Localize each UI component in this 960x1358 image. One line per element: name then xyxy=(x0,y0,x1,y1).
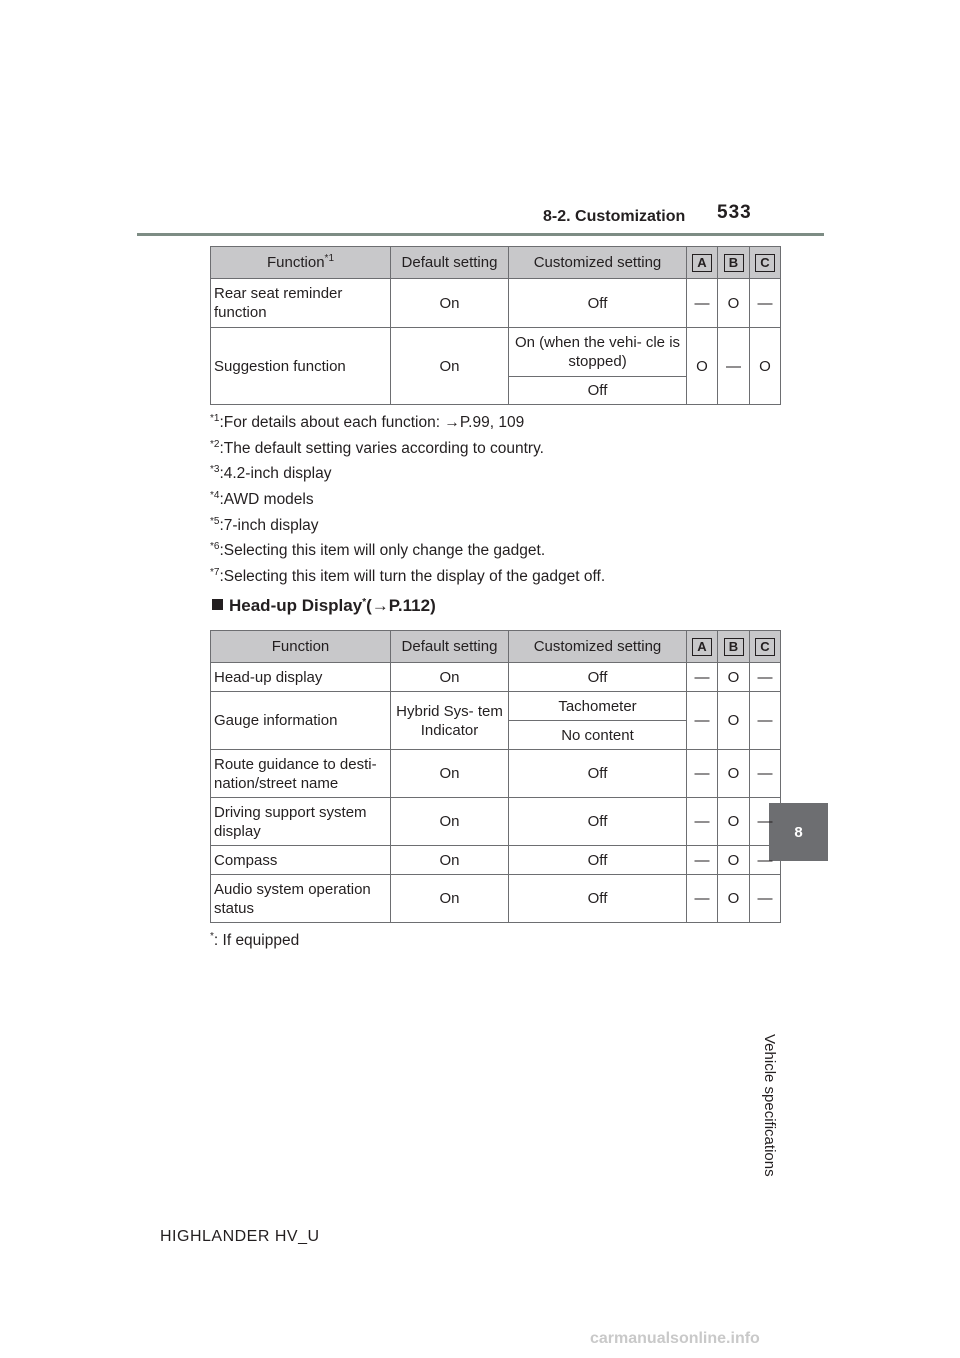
square-bullet-icon xyxy=(212,599,223,610)
chapter-label: Vehicle specifications xyxy=(761,1034,778,1177)
chapter-number: 8 xyxy=(794,823,803,841)
cell-customized: Off xyxy=(509,279,687,328)
cell-a: — xyxy=(687,663,718,692)
column-header-default: Default setting xyxy=(391,631,509,663)
column-header-function: Function xyxy=(211,631,391,663)
footnote: $^{*1}$:For details about each function: →P.99, 109 xyxy=(210,413,525,431)
column-header-default: Default setting xyxy=(391,247,509,279)
column-header-function: Function$^{*1}$ xyxy=(211,247,391,279)
table-row xyxy=(211,798,781,846)
cell-function: Gauge information xyxy=(211,692,391,750)
page-reference-link[interactable]: (→P.112) xyxy=(366,596,436,615)
cell-customized: No content xyxy=(509,721,687,750)
cell-a: — xyxy=(687,750,718,798)
footnote: $^{*3}$:4.2-inch display xyxy=(210,464,332,483)
column-header-c: C xyxy=(750,247,781,279)
cell-customized: Off xyxy=(509,846,687,875)
cell-function: Audio system operation status xyxy=(211,875,391,923)
cell-customized: Off xyxy=(509,875,687,923)
cell-default: On xyxy=(391,750,509,798)
footnote: $^{*7}$:Selecting this item will turn the display of the gadget off. xyxy=(210,567,606,586)
table-row xyxy=(211,328,781,377)
column-header-b: B xyxy=(718,631,750,663)
cell-default: On xyxy=(391,328,509,405)
cell-b: O xyxy=(718,846,750,875)
cell-b: O xyxy=(718,875,750,923)
cell-c: — xyxy=(750,663,781,692)
cell-a: O xyxy=(687,328,718,405)
cell-customized: Off xyxy=(509,663,687,692)
section-title: 8-2. Customization xyxy=(543,208,686,225)
column-header-a: A xyxy=(687,631,718,663)
cell-b: O xyxy=(718,750,750,798)
column-header-a: A xyxy=(687,247,718,279)
table-header-row xyxy=(211,247,781,279)
cell-customized: Tachometer xyxy=(509,692,687,721)
cell-a: — xyxy=(687,692,718,750)
cell-a: — xyxy=(687,846,718,875)
footnotes-list xyxy=(210,410,605,590)
page-number: 533 xyxy=(717,202,752,223)
cell-customized: Off xyxy=(509,377,687,405)
table-row xyxy=(211,750,781,798)
cell-b: — xyxy=(718,328,750,405)
cell-a: — xyxy=(687,279,718,328)
if-equipped-footnote: *: If equipped xyxy=(210,931,300,949)
table-row xyxy=(211,846,781,875)
cell-function: Head-up display xyxy=(211,663,391,692)
column-header-c: C xyxy=(750,631,781,663)
column-header-b: B xyxy=(718,247,750,279)
table-header-row xyxy=(211,631,781,663)
customization-table-2 xyxy=(210,630,781,923)
footnote: $^{*6}$:Selecting this item will only change the gadget. xyxy=(210,541,546,560)
cell-function: Rear seat reminder function xyxy=(211,279,391,328)
footnote: $^{*4}$:AWD models xyxy=(210,490,314,509)
cell-c: O xyxy=(750,328,781,405)
table-row xyxy=(211,875,781,923)
cell-customized: Off xyxy=(509,798,687,846)
watermark: carmanualsonline.info xyxy=(590,1330,760,1347)
cell-function: Driving support system display xyxy=(211,798,391,846)
cell-c: — xyxy=(750,798,781,846)
column-header-customized: Customized setting xyxy=(509,631,687,663)
cell-b: O xyxy=(718,663,750,692)
table-row xyxy=(211,692,781,721)
cell-function: Compass xyxy=(211,846,391,875)
cell-a: — xyxy=(687,875,718,923)
table-row xyxy=(211,663,781,692)
section-heading: Head-up Display*(→P.112) xyxy=(212,596,436,616)
cell-b: O xyxy=(718,798,750,846)
footnote: $^{*5}$:7-inch display xyxy=(210,515,319,534)
cell-a: — xyxy=(687,798,718,846)
column-header-customized: Customized setting xyxy=(509,247,687,279)
cell-default: Hybrid Sys- tem Indicator xyxy=(391,692,509,750)
model-footer: HIGHLANDER HV_U xyxy=(160,1228,320,1245)
cell-c: — xyxy=(750,846,781,875)
cell-default: On xyxy=(391,798,509,846)
cell-function: Suggestion function xyxy=(211,328,391,405)
customization-table-1 xyxy=(210,246,781,405)
cell-function: Route guidance to desti- nation/street name xyxy=(211,750,391,798)
cell-default: On xyxy=(391,663,509,692)
cell-c: — xyxy=(750,279,781,328)
footnote: $^{*2}$:The default setting varies according to country. xyxy=(210,438,544,457)
table-row xyxy=(211,279,781,328)
cell-c: — xyxy=(750,750,781,798)
cell-c: — xyxy=(750,875,781,923)
cell-default: On xyxy=(391,875,509,923)
cell-b: O xyxy=(718,692,750,750)
cell-default: On xyxy=(391,846,509,875)
cell-default: On xyxy=(391,279,509,328)
cell-customized: On (when the vehi- cle is stopped) xyxy=(509,328,687,377)
header-divider xyxy=(137,233,824,236)
cell-b: O xyxy=(718,279,750,328)
cell-c: — xyxy=(750,692,781,750)
cell-customized: Off xyxy=(509,750,687,798)
